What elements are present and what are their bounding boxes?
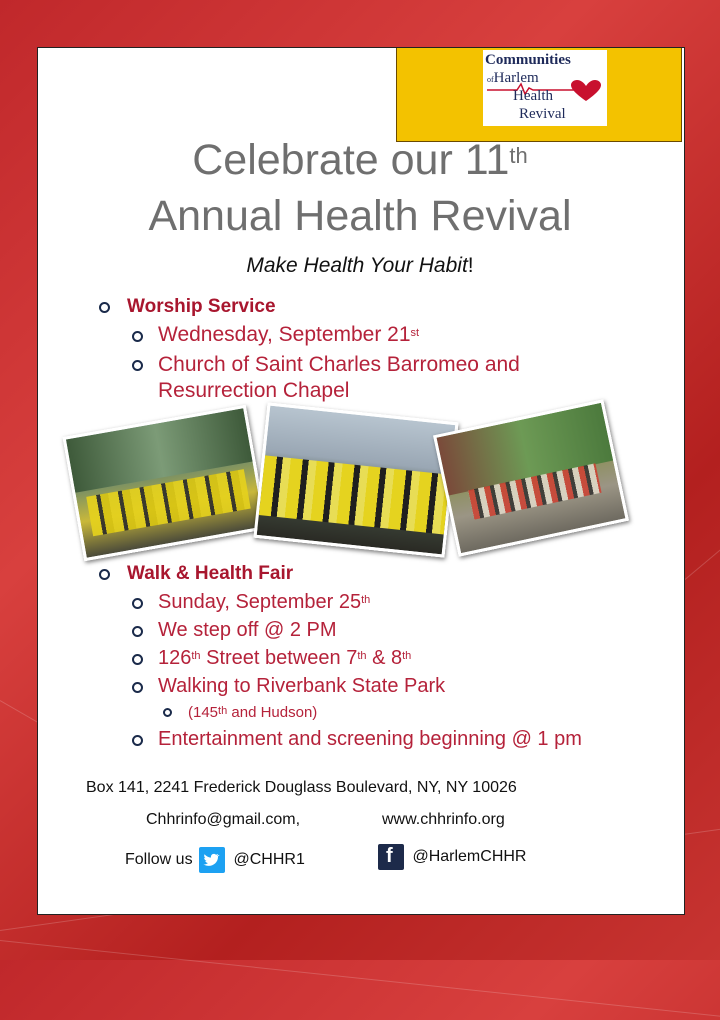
walk-sub-sup: th: [218, 705, 228, 717]
open-circle-bullet-icon: [99, 569, 110, 580]
logo: [483, 50, 607, 126]
worship-date: [158, 322, 419, 348]
title-line-2: Annual Health Revival: [148, 192, 572, 240]
walk-street-a-sup: th: [191, 650, 201, 662]
logo-line-2-prefix: of: [487, 75, 494, 84]
twitter-bird-icon[interactable]: [199, 847, 225, 873]
twitter-bird-glyph: [199, 847, 225, 873]
open-circle-bullet-icon: [132, 598, 143, 609]
logo-line-2-text: Harlem: [493, 70, 539, 86]
open-circle-bullet-icon: [132, 626, 143, 637]
title-line-1-text: Celebrate our 11: [192, 136, 510, 184]
walk-street-c-sup: th: [402, 650, 412, 662]
open-circle-bullet-icon: [132, 360, 143, 371]
walk-street-b-sup: th: [357, 650, 367, 662]
facebook-follow: [378, 844, 526, 870]
walk-route-sub: [188, 700, 317, 726]
worship-place: [158, 352, 520, 404]
page-title: [0, 132, 720, 244]
website-link[interactable]: www.chhrinfo.org: [382, 811, 505, 828]
walk-date-text: Sunday, September 25: [158, 591, 362, 613]
title-line-1: [0, 132, 720, 188]
logo-line-4: Revival: [519, 106, 566, 122]
photo-crowd: [259, 455, 450, 534]
tagline-punct: !: [467, 254, 474, 277]
walk-street: [158, 645, 411, 671]
open-circle-bullet-icon: [163, 708, 172, 717]
email-link[interactable]: Chhrinfo@gmail.com,: [146, 811, 301, 828]
open-circle-bullet-icon: [99, 302, 110, 313]
walk-date-sup: th: [361, 594, 371, 606]
walk-route: Walking to Riverbank State Park: [158, 675, 446, 697]
open-circle-bullet-icon: [132, 654, 143, 665]
worship-heading: Worship Service: [127, 296, 276, 317]
worship-date-sup: st: [410, 327, 420, 339]
logo-banner: [396, 48, 682, 142]
walk-date: [158, 589, 370, 615]
tagline: [0, 254, 720, 278]
tagline-text: Make Health Your Habit: [246, 254, 468, 277]
photo-exercise: [253, 402, 458, 557]
facebook-f-icon[interactable]: [378, 844, 404, 870]
walk-sub-a: (145: [188, 704, 219, 721]
worship-place-line-2: Resurrection Chapel: [158, 379, 350, 402]
worship-date-text: Wednesday, September 21: [158, 323, 411, 346]
facebook-f-glyph: f: [386, 845, 393, 867]
logo-line-1: Communities: [485, 52, 571, 68]
follow-us-label: Follow us: [125, 851, 193, 868]
open-circle-bullet-icon: [132, 735, 143, 746]
bg-decor-line: [0, 940, 720, 1020]
facebook-handle[interactable]: @HarlemCHHR: [412, 848, 527, 865]
title-line-1-sup: th: [509, 143, 528, 168]
walk-street-c: & 8: [366, 647, 403, 669]
address: Box 141, 2241 Frederick Douglass Boulevard, NY, NY 10026: [86, 779, 517, 796]
walk-entertainment: Entertainment and screening beginning @ 1 pm: [158, 728, 582, 750]
walk-street-b: Street between 7: [200, 647, 358, 669]
walk-sub-b: and Hudson): [227, 704, 318, 721]
follow-us: [125, 847, 305, 873]
twitter-handle[interactable]: @CHHR1: [233, 851, 305, 868]
logo-line-3: Health: [513, 88, 553, 104]
worship-place-line-1: Church of Saint Charles Barromeo and: [158, 353, 520, 376]
heart-icon: [571, 80, 601, 102]
walk-stepoff: We step off @ 2 PM: [158, 619, 337, 641]
walk-street-a: 126: [158, 647, 192, 669]
walk-heading: Walk & Health Fair: [127, 563, 294, 584]
open-circle-bullet-icon: [132, 331, 143, 342]
open-circle-bullet-icon: [132, 682, 143, 693]
